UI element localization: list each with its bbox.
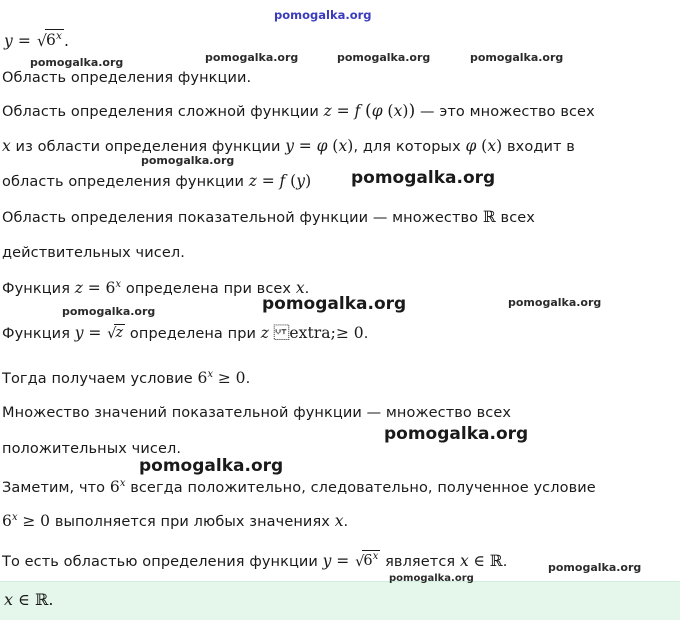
answer-highlight-bar [0,581,680,620]
watermark: pomogalka.org [139,456,284,476]
text-line-9: Тогда получаем условие 6$^x$ ≥ 0. [2,369,251,387]
watermark: pomogalka.org [274,8,372,22]
text-line-10: Множество значений показательной функции — множество всех [2,405,512,421]
watermark: pomogalka.org [62,305,156,318]
text-line-2: Область определения сложной функции z = f (φ (x)) — это множество всех [2,101,595,121]
watermark: pomogalka.org [141,154,235,167]
text-line-5: Область определения показательной функции — множество ℝ всех [2,208,535,226]
watermark: pomogalka.org [351,168,496,188]
answer-expression: x ∈ ℝ. [4,590,54,609]
watermark: pomogalka.org [508,296,602,309]
text-line-7: Функция z = 6$^x$ определена при всех x. [2,279,310,297]
headline-expression: y = √6$^x$ . [4,30,70,51]
watermark: pomogalka.org [548,561,642,574]
watermark: pomogalka.org [262,294,407,314]
watermark: pomogalka.org [384,424,529,444]
text-line-3: x из области определения функции y = φ (x), для которых φ (x) входит в [2,137,575,155]
watermark: pomogalka.org [389,573,474,584]
text-line-4: область определения функции z = f (y) [2,172,312,190]
text-line-6: действительных чисел. [2,245,185,261]
text-line-8: Функция y = √z определена при z extra;≥ 0. [2,324,369,342]
watermark: pomogalka.org [205,51,299,64]
text-line-1: Область определения функции. [2,70,252,86]
text-line-12: Заметим, что 6$^x$ всегда положительно, следовательно, полученное условие [2,478,596,496]
text-line-11: положительных чисел. [2,441,182,457]
watermark: pomogalka.org [337,51,431,64]
text-line-14: То есть областью определения функции y = √6$^x$ является x ∈ ℝ. [2,551,508,570]
watermark: pomogalka.org [470,51,564,64]
watermark: pomogalka.org [30,56,124,69]
text-line-13: 6$^x$ ≥ 0 выполняется при любых значениях x. [2,512,349,530]
